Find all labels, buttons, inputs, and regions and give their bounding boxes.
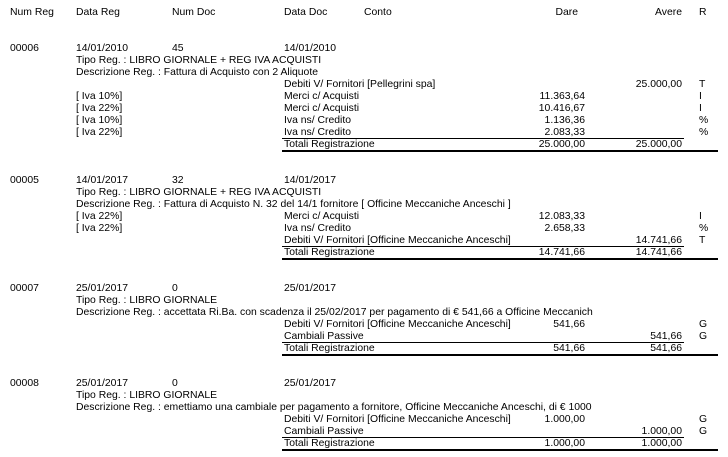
totals-label: Totali Registrazione bbox=[284, 343, 375, 354]
row-conto: Iva ns/ Credito bbox=[284, 127, 351, 138]
entry-tipo: Tipo Reg. : LIBRO GIORNALE + REG IVA ACQUISTI bbox=[76, 55, 322, 66]
entry-data-doc: 14/01/2017 bbox=[284, 175, 337, 186]
totals-dare: 541,66 bbox=[553, 343, 585, 354]
row-conto: Merci c/ Acquisti bbox=[284, 103, 360, 114]
totals-avere: 541,66 bbox=[650, 343, 682, 354]
totals-avere: 14.741,66 bbox=[635, 247, 682, 258]
entry-tipo: Tipo Reg. : LIBRO GIORNALE bbox=[76, 390, 218, 401]
entry-tipo: Tipo Reg. : LIBRO GIORNALE bbox=[76, 295, 218, 306]
entry-data-reg: 14/01/2017 bbox=[76, 175, 129, 186]
entry-num-reg: 00008 bbox=[10, 378, 39, 389]
row-conto: Debiti V/ Fornitori [Officine Meccaniche Anceschi] bbox=[284, 414, 511, 425]
entry-data-doc: 14/01/2010 bbox=[284, 43, 337, 54]
entry-descrizione: Descrizione Reg. : Fattura di Acquisto con 2 Aliquote bbox=[76, 67, 319, 78]
row-conto: Merci c/ Acquisti bbox=[284, 211, 360, 222]
row-r: I bbox=[699, 103, 702, 114]
totals-dare: 14.741,66 bbox=[538, 247, 585, 258]
entry-descrizione: Descrizione Reg. : emettiamo una cambiale per pagamento a fornitore, Officine Meccaniche Anceschi, di € 1000 bbox=[76, 402, 592, 413]
entry-tipo: Tipo Reg. : LIBRO GIORNALE + REG IVA ACQUISTI bbox=[76, 187, 322, 198]
row-r: I bbox=[699, 91, 702, 102]
row-dare: 12.083,33 bbox=[538, 211, 585, 222]
entry-num-reg: 00007 bbox=[10, 283, 39, 294]
row-iva: [ Iva 22%] bbox=[76, 223, 123, 234]
divider bbox=[282, 449, 718, 451]
header-dare: Dare bbox=[555, 7, 578, 18]
row-iva: [ Iva 22%] bbox=[76, 103, 123, 114]
row-r: G bbox=[699, 331, 708, 342]
totals-dare: 1.000,00 bbox=[544, 438, 585, 449]
entry-num-doc: 45 bbox=[172, 43, 184, 54]
header-data-reg: Data Reg bbox=[76, 7, 120, 18]
row-dare: 11.363,64 bbox=[539, 91, 585, 102]
divider bbox=[282, 150, 718, 152]
row-r: G bbox=[699, 414, 708, 425]
row-avere: 25.000,00 bbox=[635, 79, 682, 90]
row-avere: 1.000,00 bbox=[641, 426, 682, 437]
entry-data-reg: 25/01/2017 bbox=[76, 283, 129, 294]
row-conto: Debiti V/ Fornitori [Officine Meccaniche Anceschi] bbox=[284, 235, 511, 246]
totals-avere: 1.000,00 bbox=[641, 438, 682, 449]
row-dare: 10.416,67 bbox=[538, 103, 585, 114]
row-r: G bbox=[699, 426, 708, 437]
totals-label: Totali Registrazione bbox=[284, 247, 375, 258]
row-iva: [ Iva 22%] bbox=[76, 127, 123, 138]
row-avere: 14.741,66 bbox=[635, 235, 682, 246]
row-r: G bbox=[699, 319, 708, 330]
row-conto: Debiti V/ Fornitori [Officine Meccaniche Anceschi] bbox=[284, 319, 511, 330]
totals-label: Totali Registrazione bbox=[284, 438, 375, 449]
row-r: % bbox=[699, 127, 709, 138]
entry-data-reg: 14/01/2010 bbox=[76, 43, 129, 54]
entry-descrizione: Descrizione Reg. : Fattura di Acquisto N. 32 del 14/1 fornitore [ Officine Meccaniche Anceschi ] bbox=[76, 199, 511, 210]
header-r: R bbox=[699, 7, 707, 18]
row-r: T bbox=[699, 235, 706, 246]
row-dare: 1.000,00 bbox=[544, 414, 585, 425]
row-conto: Debiti V/ Fornitori [Pellegrini spa] bbox=[284, 79, 436, 90]
row-dare: 2.658,33 bbox=[544, 223, 585, 234]
row-conto: Iva ns/ Credito bbox=[284, 115, 351, 126]
entry-num-reg: 00006 bbox=[10, 43, 39, 54]
row-r: % bbox=[699, 115, 709, 126]
header-data-doc: Data Doc bbox=[284, 7, 328, 18]
row-conto: Iva ns/ Credito bbox=[284, 223, 351, 234]
divider bbox=[282, 354, 718, 356]
row-conto: Cambiali Passive bbox=[284, 331, 364, 342]
row-conto: Merci c/ Acquisti bbox=[284, 91, 360, 102]
header-num-reg: Num Reg bbox=[10, 7, 54, 18]
row-dare: 541,66 bbox=[553, 319, 585, 330]
totals-avere: 25.000,00 bbox=[635, 139, 682, 150]
row-dare: 1.136,36 bbox=[544, 115, 585, 126]
header-num-doc: Num Doc bbox=[172, 7, 216, 18]
row-r: % bbox=[699, 223, 709, 234]
row-iva: [ Iva 22%] bbox=[76, 211, 123, 222]
row-r: I bbox=[699, 211, 702, 222]
totals-label: Totali Registrazione bbox=[284, 139, 375, 150]
entry-descrizione: Descrizione Reg. : accettata Ri.Ba. con scadenza il 25/02/2017 per pagamento di € 541,66 a Officine Meccanich bbox=[76, 307, 593, 318]
header-avere: Avere bbox=[655, 7, 682, 18]
entry-data-reg: 25/01/2017 bbox=[76, 378, 129, 389]
row-iva: [ Iva 10%] bbox=[76, 115, 123, 126]
row-conto: Cambiali Passive bbox=[284, 426, 364, 437]
row-r: T bbox=[699, 79, 706, 90]
row-avere: 541,66 bbox=[650, 331, 682, 342]
header-conto: Conto bbox=[364, 7, 392, 18]
entry-num-doc: 32 bbox=[172, 175, 184, 186]
row-iva: [ Iva 10%] bbox=[76, 91, 123, 102]
entry-num-reg: 00005 bbox=[10, 175, 39, 186]
entry-data-doc: 25/01/2017 bbox=[284, 283, 337, 294]
divider bbox=[282, 258, 718, 260]
row-dare: 2.083,33 bbox=[544, 127, 585, 138]
entry-num-doc: 0 bbox=[172, 283, 178, 294]
entry-num-doc: 0 bbox=[172, 378, 178, 389]
totals-dare: 25.000,00 bbox=[538, 139, 585, 150]
entry-data-doc: 25/01/2017 bbox=[284, 378, 337, 389]
